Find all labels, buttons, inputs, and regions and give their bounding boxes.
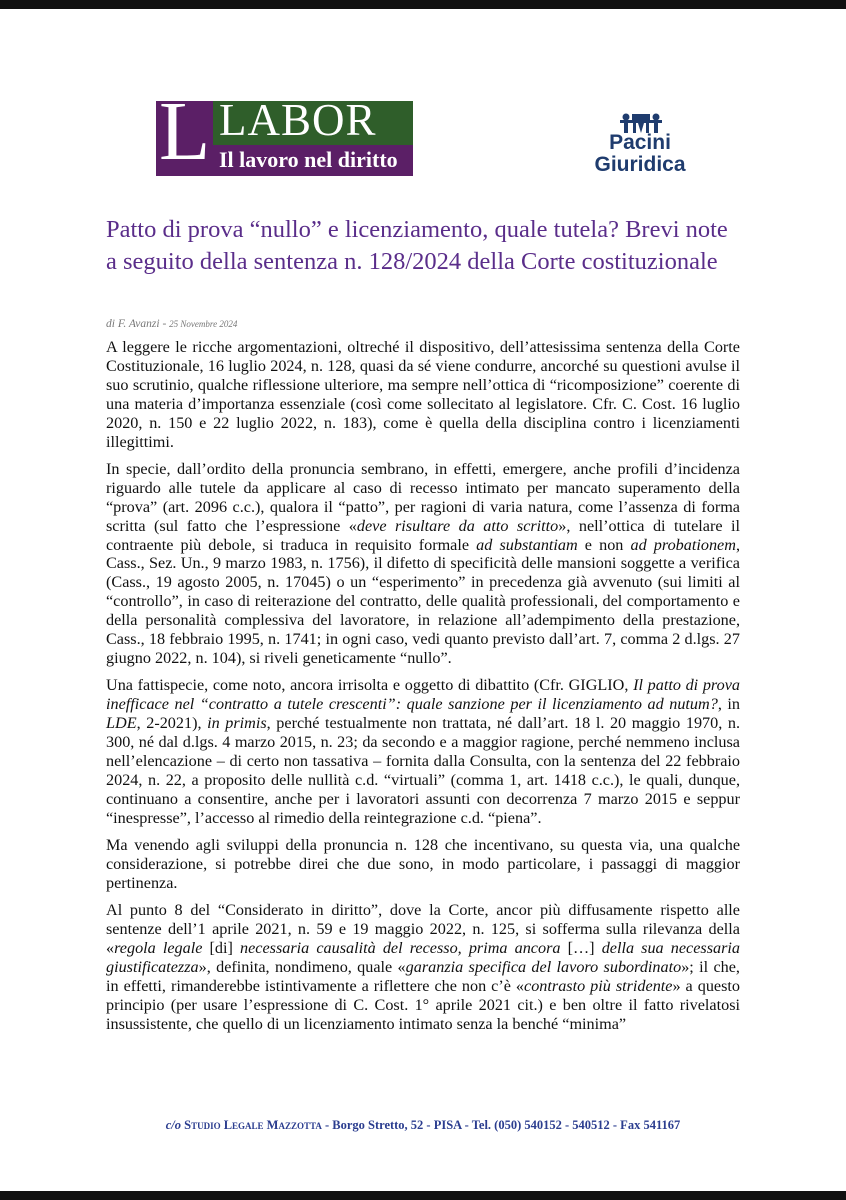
top-black-bar (0, 0, 846, 9)
paragraph-4: Ma venendo agli sviluppi della pronuncia n. 128 che incentivano, su questa via, una qualche considerazione, si potrebbe direi che due sono, in modo particolare, i passaggi di maggior pertinenza. (106, 836, 740, 892)
p3-latin: in primis (207, 714, 267, 733)
p2-latin: ad substantiam (476, 535, 578, 554)
p5-quote: contrasto più stridente (524, 977, 673, 995)
p5-quote: garanzia specifica del lavoro subordinato (405, 958, 682, 977)
pacini-logo (588, 112, 692, 178)
article-title: Patto di prova “nullo” e licenziamento, quale tutela? Brevi note a seguito della sentenza n. 128/2024 della Corte costituzionale (106, 216, 728, 275)
footer-address: - Borgo Stretto, 52 - PISA - Tel. (050) 540152 - 540512 - Fax 541167 (321, 1118, 681, 1132)
labor-logo-subtitle-block (213, 145, 413, 176)
paragraph-5 (106, 901, 740, 1033)
p2-text: e non (577, 535, 631, 554)
p5-text: […] (560, 939, 602, 958)
footer-co: c/o (165, 1118, 181, 1132)
pacini-logo-line1: Pacini (609, 131, 671, 154)
labor-logo-word-block (213, 95, 413, 145)
bottom-black-bar (0, 1191, 846, 1200)
p3-text: Una fattispecie, come noto, ancora irrisolta e oggetto di dibattito (Cfr. GIGLIO, (106, 676, 634, 695)
labor-logo-initial: L (159, 85, 211, 178)
labor-logo-word: LABOR (219, 95, 377, 145)
p5-text: [di] (202, 939, 241, 958)
paragraph-1: A leggere le ricche argomentazioni, oltreché il dispositivo, dell’attesissima sentenza della Corte Costituzionale, 16 luglio 2024, n. 128, quasi da sé viene condurre, ancorché su questioni avulse il suo scrutinio, qualche riflessione ulteriore, ma sempre nell’ottica di “ricomposizione” coerente di una materia d’importanza essenziale (così come sollecitato al legislatore. Cfr. C. Cost. 16 luglio 2020, n. 150 e 22 luglio 2022, n. 183), come è quella della disciplina contro i licenziamenti illegittimi. (106, 338, 740, 451)
article-author: di F. Avanzi (106, 318, 160, 330)
labor-logo-l-block (156, 85, 213, 178)
p2-text: In specie, dall’ordito della pronuncia sembrano, in effetti, emergere, anche profili d’incidenza riguardo alle tutele da applicare al caso di recesso intimato per mancato superamento della “prova” (art. 2096 c.c.), qualora il “patto”, per ragioni di varia natura, come l’assenza di forma scritta (sul fatto che l’espressione « (106, 459, 740, 535)
p5-text: », definita, nondimeno, quale « (198, 958, 406, 977)
p2-latin: ad probationem (630, 535, 736, 554)
paragraph-3 (106, 676, 740, 827)
p3-text: , perché testualmente non trattata, né dall’art. 18 l. 20 maggio 1970, n. 300, né dal d.lgs. 4 marzo 2015, n. 23; da secondo e a maggior ragione, perché nemmeno inclusa nell’elencazione – di certo non tassativa – fornita dalla Consulta, con la sentenza del 22 febbraio 2024, n. 22, a proposito delle nullità c.d. “virtuali” (comma 1, art. 1418 c.c.), le quali, dunque, continuano a consentire, anche per i lavoratori assunti con decorrenza 7 marzo 2015 e seppur “inespresse”, l’accesso al rimedio della reintegrazione c.d. “piena”. (106, 714, 740, 827)
pacini-logo-line2: Giuridica (594, 153, 686, 176)
p3-text: , 2-2021), (136, 714, 208, 733)
article-byline (106, 318, 237, 330)
article-body (106, 338, 740, 1042)
labor-logo (156, 85, 413, 178)
p5-quote: necessaria causalità del recesso, prima ancora (240, 939, 561, 958)
footer-studio: Studio Legale Mazzotta (184, 1118, 322, 1132)
paragraph-2 (106, 460, 740, 668)
page-footer (106, 1118, 740, 1133)
labor-logo-subtitle: Il lavoro nel diritto (219, 147, 398, 172)
byline-separator: - (162, 318, 170, 330)
p3-cited-title: Il patto di prova inefficace nel “contratto a tutele crescenti”: quale sanzione per il licenziamento ad nutum? (106, 676, 740, 714)
p5-text: »; il che, in effetti, rimanderebbe istintivamente a riflettere che non c’è « (106, 958, 740, 995)
p2-text: , Cass., Sez. Un., 9 marzo 1983, n. 1756), il difetto di specificità delle mansioni soggette a verifica (Cass., 19 agosto 2005, n. 17045) o un “esperimento” in precedenza già avvenuto (sui limiti al “controllo”, in caso di reiterazione del contratto, delle qualità professionali, del comportamento e della personalità complessiva del lavoratore, in relazione all’adempimento della prestazione, Cass., 18 febbraio 1995, n. 1741; in ogni caso, vedi quanto previsto dall’art. 7, comma 2 d.lgs. 27 giugno 2022, n. 104), si riveli geneticamente “nullo”. (106, 535, 740, 667)
p5-text: Al punto 8 del “Considerato in diritto”, dove la Corte, ancor più diffusamente rispetto alle sentenze dell’1 aprile 2021, n. 59 e 19 maggio 2022, n. 125, si sofferma sulla rilevanza della « (106, 901, 740, 958)
p3-text: , in (717, 695, 741, 714)
p5-quote: regola legale (114, 939, 203, 958)
pacini-logo-text (588, 132, 692, 176)
p3-journal: LDE (106, 714, 137, 733)
p5-quote: della sua necessaria giustificatezza (106, 939, 740, 977)
p2-text: », nell’ottica di tutelare il contraente più debole, si traduca in requisito formale (106, 516, 740, 554)
article-date: 25 Novembre 2024 (169, 319, 238, 329)
p5-text: » a questo principio (per usare l’espressione di C. Cost. 1° aprile 2021 cit.) e ben oltre il fatto rivelatosi insussistente, che quello di un licenziamento intimato senza la benché “minima” (106, 977, 740, 1033)
p2-quote: deve risultare da atto scritto (356, 516, 559, 535)
